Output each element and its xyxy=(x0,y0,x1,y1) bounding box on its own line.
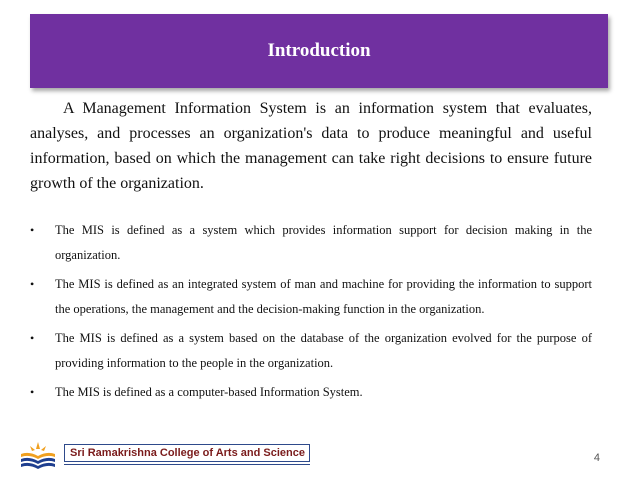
page-number: 4 xyxy=(593,452,600,464)
college-name-box xyxy=(64,444,310,462)
title-banner xyxy=(30,14,608,88)
slide-footer xyxy=(0,436,638,476)
open-book-logo-icon xyxy=(18,440,58,472)
bullet-text: The MIS is defined as an integrated system of man and machine for providing the information to support the operations, the management and the decision-making function in the organization. xyxy=(55,277,592,316)
bullet-text: The MIS is defined as a computer-based Information System. xyxy=(55,385,363,399)
college-name: Sri Ramakrishna College of Arts and Science xyxy=(70,447,305,459)
footer-divider xyxy=(64,464,310,465)
bullet-dot: • xyxy=(30,331,35,345)
bullet-item xyxy=(30,380,592,405)
bullet-item xyxy=(30,272,592,322)
slide-title: Introduction xyxy=(267,40,371,61)
intro-paragraph: A Management Information System is an information system that evaluates, analyses, and processes an organization's data to produce meaningful and useful information, based on which the management can take right decisions to ensure future growth of the organization. xyxy=(30,100,592,192)
bullet-dot: • xyxy=(30,385,35,399)
bullet-dot: • xyxy=(30,223,35,237)
bullet-text: The MIS is defined as a system based on the database of the organization evolved for the purpose of providing information to the people in the organization. xyxy=(55,331,592,370)
bullet-dot: • xyxy=(30,277,35,291)
bullet-item xyxy=(30,218,592,268)
bullet-text: The MIS is defined as a system which provides information support for decision making in the organization. xyxy=(55,223,592,262)
bullet-list xyxy=(30,218,592,409)
bullet-item xyxy=(30,326,592,376)
